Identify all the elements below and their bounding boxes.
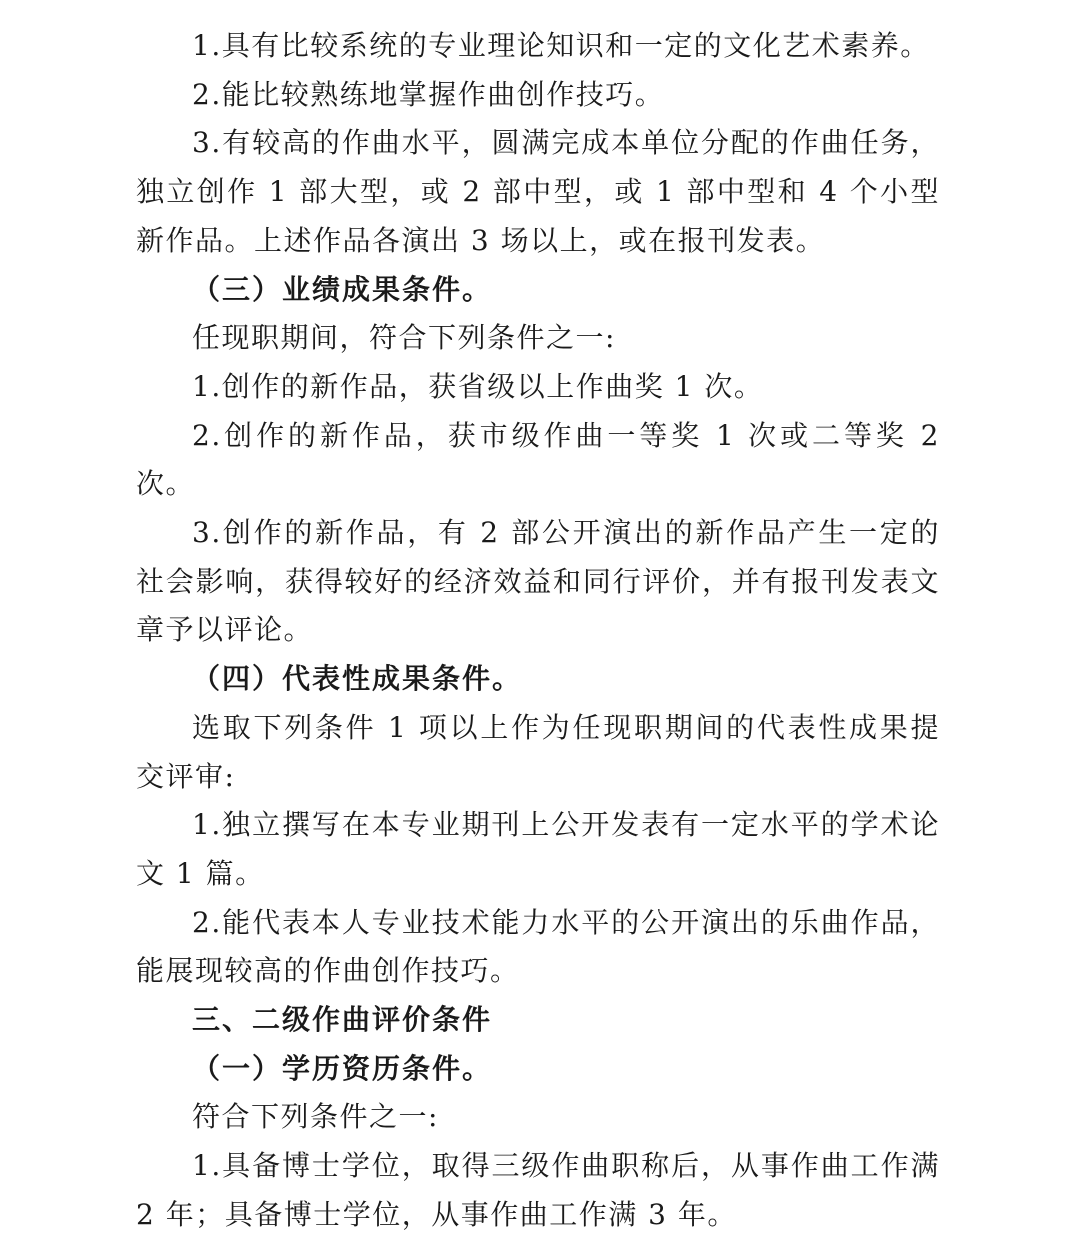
paragraph-performance-2: 2.创作的新作品，获市级作曲一等奖 1 次或二等奖 2 次。 [136, 418, 940, 501]
paragraph-representative-2: 2.能代表本人专业技术能力水平的公开演出的乐曲作品，能展现较高的作曲创作技巧。 [136, 905, 940, 988]
paragraph-performance-intro: 任现职期间，符合下列条件之一: [192, 321, 616, 355]
chapter-heading-level-two: 三、二级作曲评价条件 [192, 1003, 493, 1037]
paragraph-representative-1: 1.独立撰写在本专业期刊上公开发表有一定水平的学术论文 1 篇。 [136, 808, 940, 890]
paragraph-requirement-1: 1.具有比较系统的专业理论知识和一定的文化艺术素养。 [192, 29, 930, 62]
paragraph-requirement-3: 3.有较高的作曲水平，圆满完成本单位分配的作曲任务，独立创作 1 部大型，或 2 部中型，或 1 部中型和 4 个小型新作品。上述作品各演出 3 场以上，或在报刊发表。 [136, 126, 940, 257]
paragraph-performance-3: 3.创作的新作品，有 2 部公开演出的新作品产生一定的社会影响，获得较好的经济效益和同行评价，并有报刊发表文章予以评论。 [136, 516, 940, 647]
paragraph-representative-intro: 选取下列条件 1 项以上作为任现职期间的代表性成果提交评审: [136, 710, 940, 793]
paragraph-education-intro: 符合下列条件之一: [192, 1100, 439, 1134]
section-heading-representative: （四）代表性成果条件。 [192, 662, 523, 696]
document-body [136, 22, 940, 1240]
section-heading-performance: （三）业绩成果条件。 [192, 272, 493, 306]
section-heading-education: （一）学历资历条件。 [192, 1051, 493, 1085]
paragraph-performance-1: 1.创作的新作品，获省级以上作曲奖 1 次。 [192, 369, 764, 403]
paragraph-education-1: 1.具备博士学位，取得三级作曲职称后，从事作曲工作满 2 年；具备博士学位，从事作曲工作满 3 年。 [136, 1149, 940, 1231]
paragraph-requirement-2: 2.能比较熟练地掌握作曲创作技巧。 [192, 77, 665, 111]
